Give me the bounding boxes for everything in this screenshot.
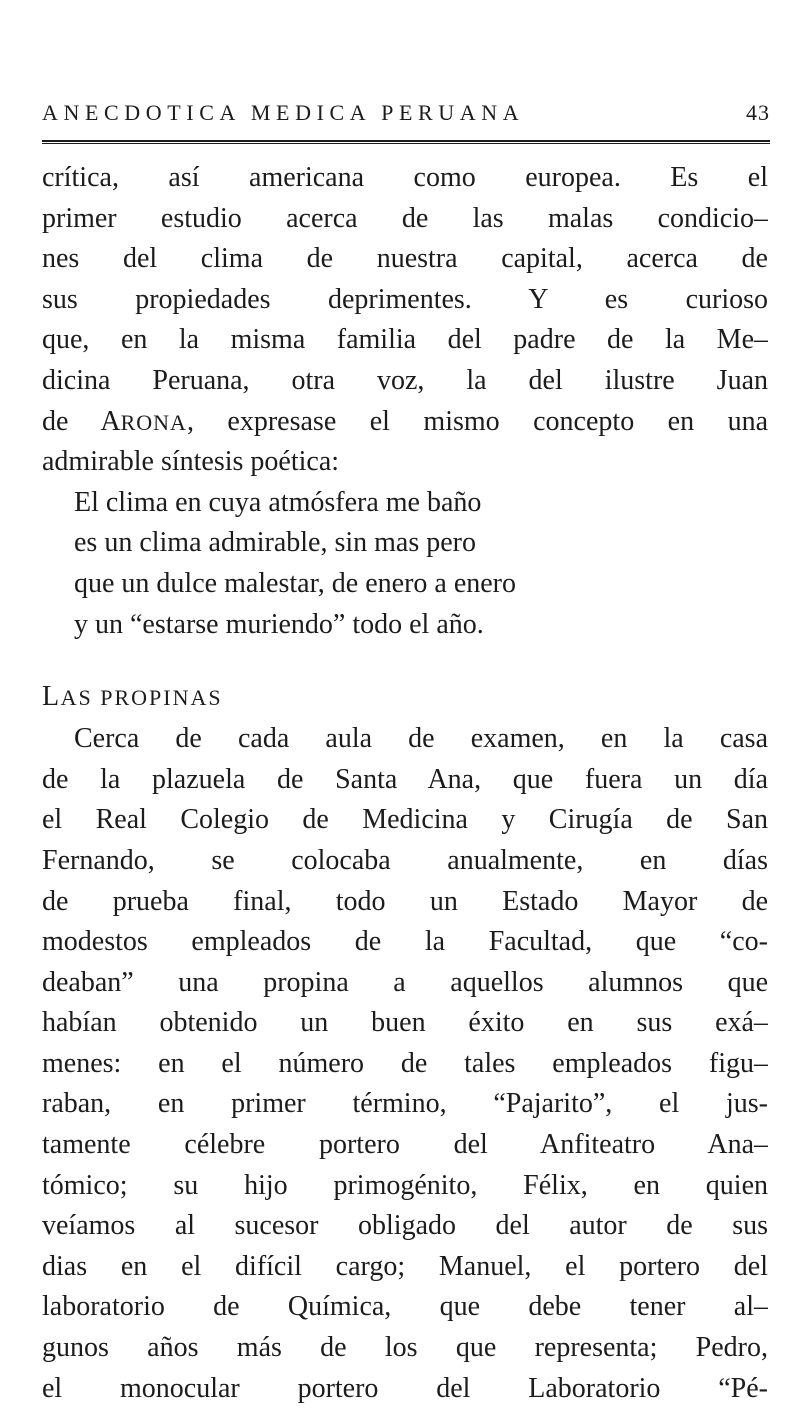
text-line: gunos años más de los que representa; Pedro,	[42, 1332, 768, 1364]
text-line: que, en la misma familia del padre de la Me–	[42, 324, 768, 356]
text-line: laboratorio de Química, que debe tener al–	[42, 1291, 768, 1323]
text-line: el monocular portero del Laboratorio “Pé-	[42, 1372, 768, 1404]
author-name-smallcaps: RONA	[120, 409, 187, 435]
section-gap	[42, 645, 768, 675]
text-line: dicina Peruana, otra voz, la del ilustre Juan	[42, 364, 768, 396]
section-heading-smallcaps: AS PROPINAS	[60, 685, 223, 711]
text-line: Fernando, se colocaba anualmente, en días	[42, 844, 768, 876]
section-heading	[42, 675, 768, 719]
text-line: crítica, así americana como europea. Es el	[42, 162, 768, 193]
text-line: raban, en primer término, “Pajarito”, el jus-	[42, 1088, 768, 1120]
text-line: modestos empleados de la Facultad, que “co-	[42, 926, 768, 958]
text-line: primer estudio acerca de las malas condicio–	[42, 202, 768, 234]
text-line: Cerca de cada aula de examen, en la casa	[74, 723, 768, 755]
poem-line: y un “estarse muriendo” todo el año.	[74, 608, 484, 640]
page-number: 43	[746, 100, 770, 125]
text-line: tómico; su hijo primogénito, Félix, en quien	[42, 1169, 768, 1201]
text-line: sus propiedades deprimentes. Y es curioso	[42, 283, 768, 315]
text-line: menes: en el número de tales empleados figu–	[42, 1047, 768, 1079]
text-line: admirable síntesis poética:	[42, 446, 340, 478]
text-line: nes del clima de nuestra capital, acerca de	[42, 243, 768, 275]
page-body	[42, 158, 768, 1409]
author-name-initial: A	[100, 405, 121, 437]
text-line: de prueba final, todo un Estado Mayor de	[42, 885, 768, 917]
text-line: deaban” una propina a aquellos alumnos que	[42, 966, 768, 998]
poem-line: que un dulce malestar, de enero a enero	[74, 567, 516, 599]
text-line: dias en el difícil cargo; Manuel, el portero del	[42, 1250, 768, 1282]
text-fragment: de	[42, 405, 101, 437]
text-line: tamente célebre portero del Anfiteatro Ana–	[42, 1129, 768, 1161]
poem-line: El clima en cuya atmósfera me baño	[74, 486, 482, 518]
header-rule	[42, 140, 770, 144]
poem-line: es un clima admirable, sin mas pero	[74, 527, 476, 559]
text-line: de la plazuela de Santa Ana, que fuera un día	[42, 763, 768, 795]
text-fragment: , expresase el mismo concepto en una	[186, 405, 768, 437]
running-header	[42, 100, 770, 136]
text-line	[42, 402, 768, 443]
text-line: el Real Colegio de Medicina y Cirugía de San	[42, 804, 768, 836]
text-line: veíamos al sucesor obligado del autor de sus	[42, 1210, 768, 1242]
text-line: habían obtenido un buen éxito en sus exá–	[42, 1007, 768, 1039]
section-heading-initial: L	[42, 681, 61, 713]
running-title: ANECDOTICA MEDICA PERUANA	[42, 100, 525, 125]
